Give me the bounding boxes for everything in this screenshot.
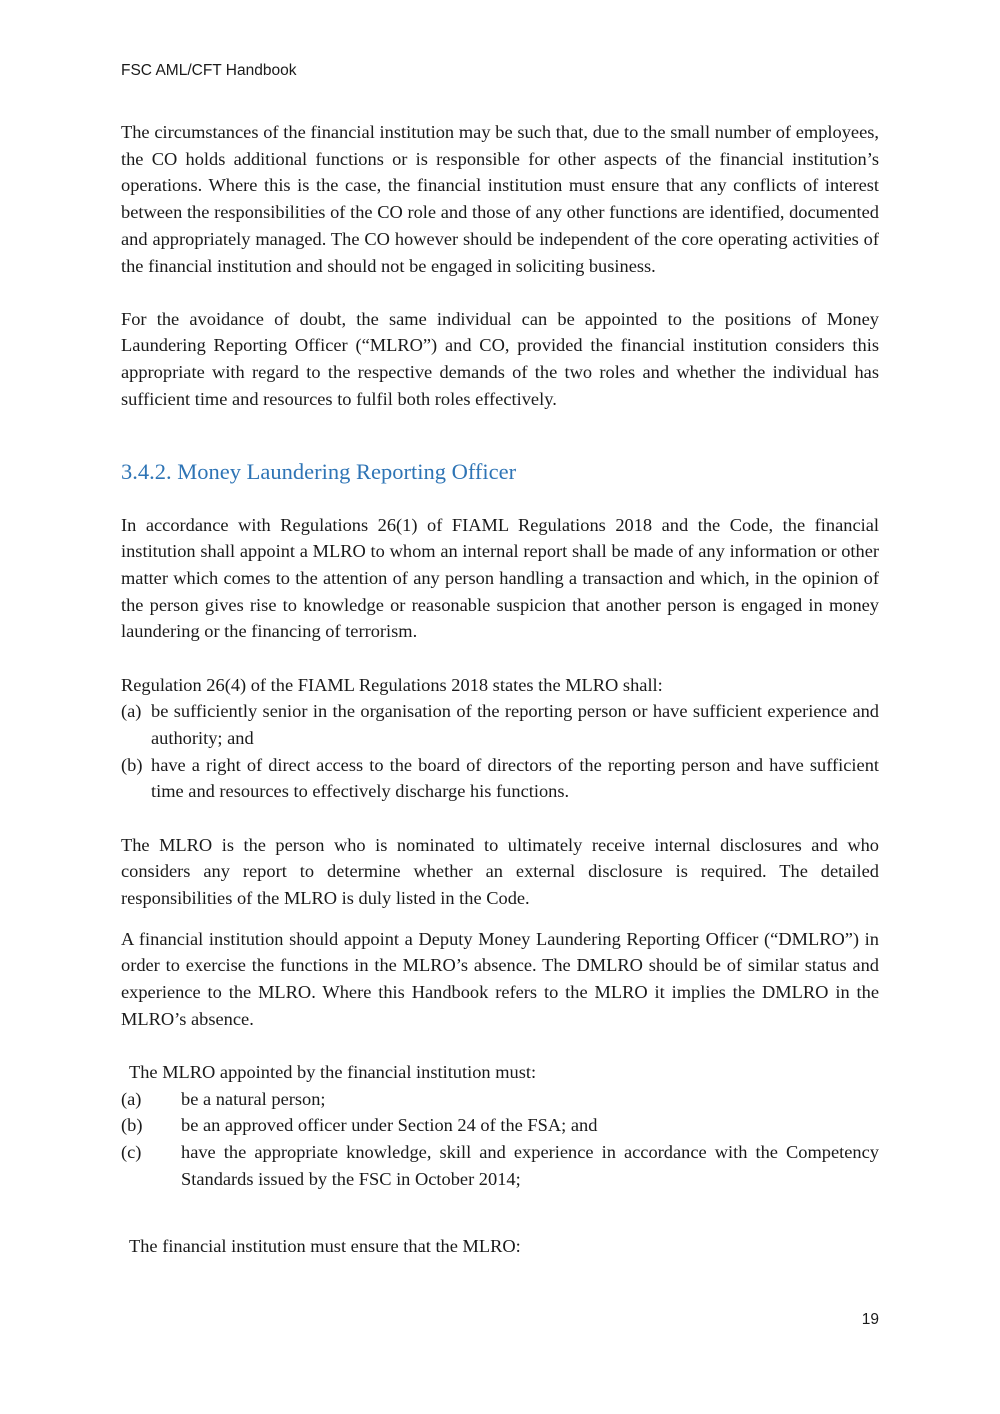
- list-marker: (b): [121, 1115, 143, 1136]
- list-item-text: be an approved officer under Section 24 of the FSA; and: [181, 1115, 598, 1136]
- paragraph-regulation-26-1: In accordance with Regulations 26(1) of FIAML Regulations 2018 and the Code, the financial institution shall appoint a MLRO to whom an internal report shall be made of any information or other matter which comes to the attention of any person handling a transaction and which, in the opinion of the person gives rise to knowledge or reasonable suspicion that another person is engaged in money laundering or the financing of terrorism.: [121, 514, 879, 642]
- list-item: [121, 698, 879, 751]
- list-item: [121, 1086, 879, 1113]
- page-body: [121, 119, 879, 1259]
- list-item: [121, 1139, 879, 1192]
- regulation-requirements-list: [121, 698, 879, 805]
- list-marker: (b): [121, 754, 143, 775]
- list-item-text: have the appropriate knowledge, skill and experience in accordance with the Competency Standards issued by the FSC in October 2014;: [181, 1142, 879, 1189]
- section-heading: 3.4.2. Money Laundering Reporting Officer: [121, 458, 517, 484]
- list-marker: (c): [121, 1142, 142, 1163]
- list-marker: (a): [121, 1088, 142, 1109]
- list-item-text: be sufficiently senior in the organisation of the reporting person or have sufficient experience and authority; and: [151, 701, 879, 748]
- paragraph-ensure-mlro-intro: The financial institution must ensure that the MLRO:: [129, 1235, 521, 1256]
- page-number: 19: [861, 1311, 879, 1328]
- paragraph-mlro-must-intro: The MLRO appointed by the financial institution must:: [129, 1061, 537, 1082]
- mlro-must-list: [121, 1086, 879, 1193]
- list-item-text: have a right of direct access to the board of directors of the reporting person and have sufficient time and resources to effectively discharge his functions.: [151, 754, 879, 802]
- list-item: [121, 752, 879, 805]
- list-item-text: be a natural person;: [181, 1088, 326, 1109]
- list-item: [121, 1112, 879, 1139]
- list-marker: (a): [121, 701, 142, 722]
- paragraph-mlro-co-same-individual: For the avoidance of doubt, the same individual can be appointed to the positions of Money Laundering Reporting Officer (“MLRO”) and CO, provided the financial institution considers this appropriate with regard to the respective demands of the two roles and whether the individual has sufficient time and resources to fulfil both roles effectively.: [121, 308, 879, 409]
- paragraph-regulation-26-4-intro: Regulation 26(4) of the FIAML Regulations 2018 states the MLRO shall:: [121, 674, 663, 695]
- paragraph-co-additional-functions: The circumstances of the financial institution may be such that, due to the small number of employees, the CO holds additional functions or is responsible for other aspects of the financial institution’s operations. Where this is the case, the financial institution must ensure that any conflicts of interest between the responsibilities of the CO role and those of any other functions are identified, documented and appropriately managed. The CO however should be independent of the core operating activities of the financial institution and should not be engaged in soliciting business.: [121, 122, 879, 276]
- running-header: FSC AML/CFT Handbook: [121, 62, 297, 79]
- paragraph-dmlro: A financial institution should appoint a Deputy Money Laundering Reporting Officer (“DMLRO”) in order to exercise the functions in the MLRO’s absence. The DMLRO should be of similar status and experience to the MLRO. Where this Handbook refers to the MLRO it implies the DMLRO in the MLRO’s absence.: [121, 928, 879, 1029]
- paragraph-mlro-nominated: The MLRO is the person who is nominated to ultimately receive internal disclosures and who considers any report to determine whether an external disclosure is required. The detailed responsibilities of the MLRO is duly listed in the Code.: [121, 834, 879, 908]
